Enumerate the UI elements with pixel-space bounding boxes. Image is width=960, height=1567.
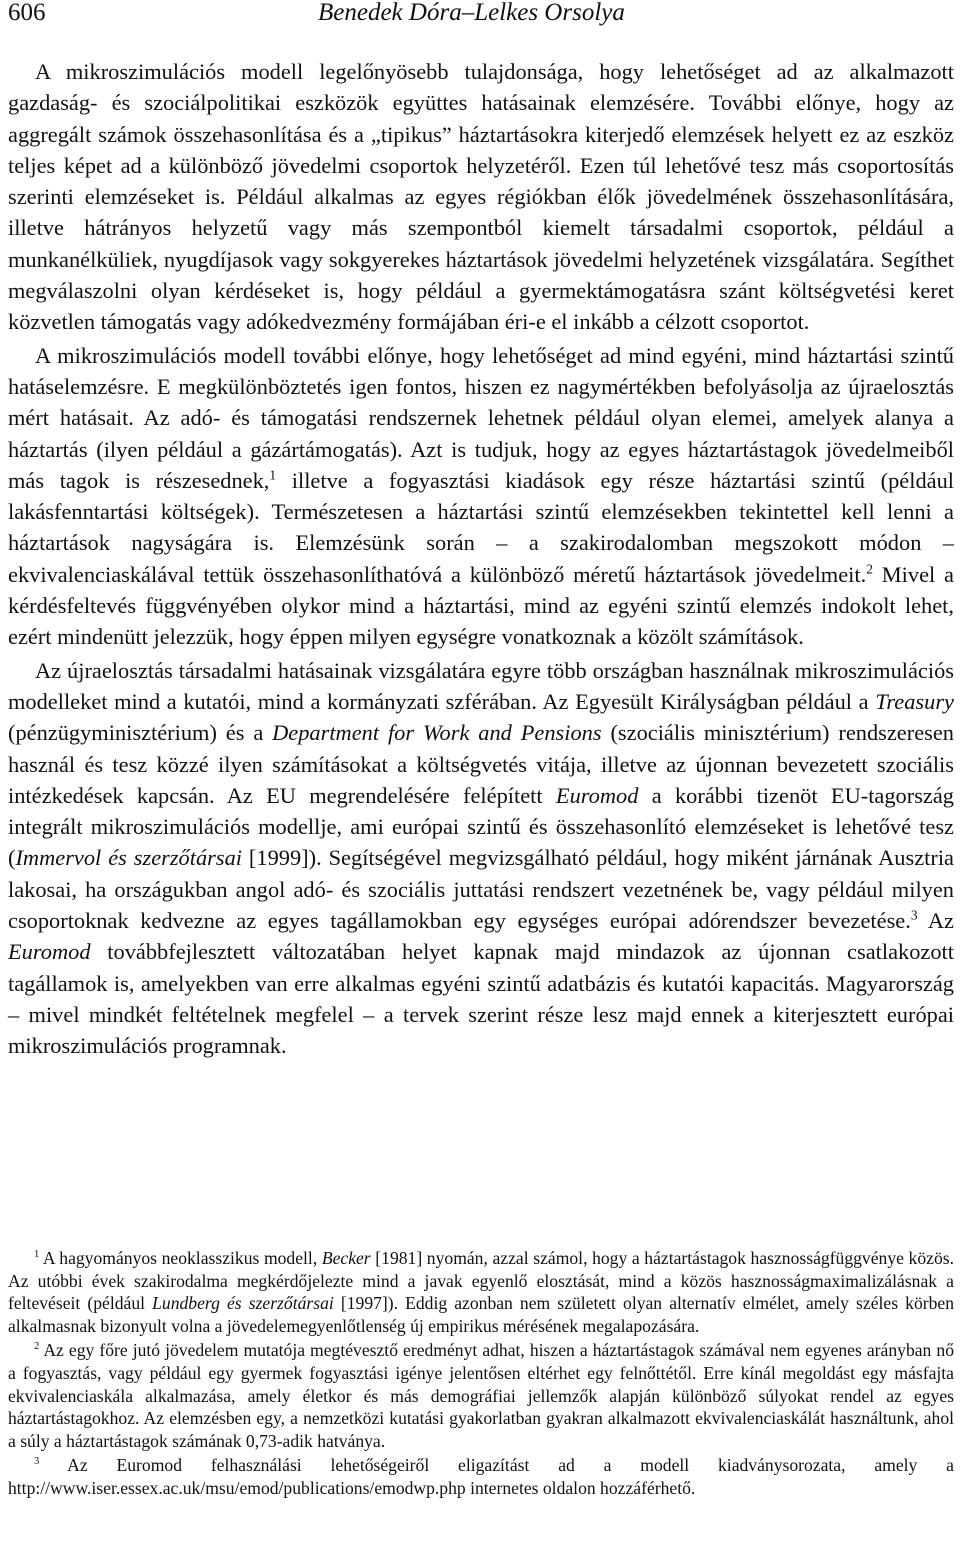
footnote-3: $^3$ Az Euromod felhasználási lehetőségeiről eligazítást ad a modell kiadványsorozata, amely a http://www.iser.essex.ac.uk/msu/emod/publications/emodwp.php internetes oldalon hozzáférhető. <box>8 1455 954 1498</box>
footnotes <box>8 1247 954 1500</box>
page-header <box>8 0 954 30</box>
paragraph-2: A mikroszimulációs modell további előnye, hogy lehetőséget ad mind egyéni, mind háztartási szintű hatáselemzésre. E megkülönböztetés igen fontos, hiszen ez nagymértékben befolyásolja az újraelosztás mért hatásait. Az adó- és támogatási rendszernek lehetnek például olyan elemei, amelyek alanya a háztartás (ilyen például a gázártámogatás). Azt is tudjuk, hogy az egyes háztartástagok jövedelmeiből más tagok is részesednek,$^1$ illetve a fogyasztási kiadások egy része háztartási szintű (például lakásfenntartási költségek). Természetesen a háztartási szintű elemzésekben tekintettel kell lenni a háztartások nagyságára is. Elemzésünk során – a szakirodalomban megszokott módon – ekvivalenciaskálával tettük összehasonlíthatóvá a különböző méretű háztartások jövedelmeit.$^2$ Mivel a kérdésfeltevés függvényében olykor mind a háztartási, mind az egyéni szintű elemzés indokolt lehet, ezért mindenütt jelezzük, hogy éppen milyen egységre vonatkoznak a közölt számítások. <box>8 342 954 650</box>
italic-term: Department for Work and Pensions <box>272 720 602 746</box>
paragraph-1: A mikroszimulációs modell legelőnyösebb tulajdonsága, hogy lehetőséget ad az alkalmazott gazdaság- és szociálpolitikai eszközök együttes hatásainak elemzésére. További előnye, hogy az aggregált számok összehasonlítása és a „tipikus” háztartásokra kiterjedő elemzések helyett ez az eszköz teljes képet ad a különböző jövedelmi csoportok helyzetéről. Ezen túl lehetővé tesz más csoportosítás szerinti elemzéseket is. Például alkalmas az egyes régiókban élők jövedelmének összehasonlítására, illetve hátrányos helyzetű vagy más szempontból kiemelt társadalmi csoportok, például a munkanélküliek, nyugdíjasok vagy sokgyerekes háztartások jövedelmi helyzetének vizsgálatára. Segíthet megválaszolni olyan kérdéseket is, hogy például a gyermektámogatásra szánt költségvetési keret közvetlen támogatás vagy adókedvezmény formájában éri-e el inkább a célzott csoportot. <box>8 59 954 335</box>
italic-term: Treasury <box>875 688 954 714</box>
footnote-2: $^2$ Az egy főre jutó jövedelem mutatója megtévesztő eredményt adhat, hiszen a háztartástagok számával nem egyenes arányban nő a fogyasztás, vagy például egy gyermek fogyasztási igénye jelentősen eltérhet egy felnőttétől. Erre kínál megoldást egy másfajta ekvivalenciaskála alkalmazása, amely életkor és más demográfiai jellemzők alapján különböző súlyokat rendel az egyes háztartástagokhoz. Az elemzésben egy, a nemzetközi kutatási gyakorlatban gyakran alkalmazott ekvivalenciaskálát használtunk, ahol a súly a háztartástagok számának 0,73-adik hatványa. <box>8 1340 954 1451</box>
footnote-ref-2[interactable]: 2 <box>866 561 873 577</box>
footnote-mark: 1 <box>34 1249 40 1261</box>
footnote-mark: 2 <box>34 1341 40 1353</box>
italic-term: Euromod <box>8 939 91 965</box>
footnote-1: $^1$ A hagyományos neoklasszikus modell, Becker [1981] nyomán, azzal számol, hogy a háztartástagok hasznosságfüggvénye közös. Az utóbbi évek szakirodalma megkérdőjelezte mind a javak egyenlő elosztását, mind a közös hasznosságmaximalizálásnak a feltevéseit (például Lundberg és szerzőtársai [1997]). Eddig azonban nem született olyan alternatív elmélet, amely széles körben alkalmasnak bizonyult volna a jövedelemegyenlőtlenség új empirikus mérésének megalapozására. <box>8 1248 955 1336</box>
paragraph-3: Az újraelosztás társadalmi hatásainak vizsgálatára egyre több országban használnak mikroszimulációs modelleket mind a kutatói, mind a kormányzati szférában. Az Egyesült Királyságban például a Treasury (pénzügyminisztérium) és a Department for Work and Pensions (szociális minisztérium) rendszeresen használ és tesz közzé ilyen számításokat a költségvetés vitája, illetve az újonnan bevezetett szociális intézkedések kapcsán. Az EU megrendelésére felépített Euromod a korábbi tizenöt EU-tagország integrált mikroszimulációs modellje, ami európai szintű és összehasonlító elemzéseket is lehetővé tesz (Immervol és szerzőtársai [1999]). Segítségével megvizsgálható például, hogy miként járnának Ausztria lakosai, ha országukban angol adó- és szociális juttatási rendszert vezetnének be, vagy például milyen csoportoknak kedvezne az egyes tagállamokban egy egységes európai adórendszer bevezetése.$^3$ Az Euromod továbbfejlesztett változatában helyet kapnak majd mindazok az újonnan csatlakozott tagállamok is, amelyekben van erre alkalmas egyéni szintű adatbázis és kutatói kapacitás. Magyarország – mivel mindkét feltételnek megfelel – a tervek szerint része lesz majd ennek a kiterjesztett európai mikroszimulációs programnak. <box>8 657 954 1059</box>
citation-author: Immervol és szerzőtársai <box>15 845 243 871</box>
citation-author: Becker <box>321 1248 371 1268</box>
running-head: Benedek Dóra–Lelkes Orsolya <box>318 0 625 26</box>
footnote-ref-3[interactable]: 3 <box>910 907 918 923</box>
body-text <box>8 56 954 1062</box>
page-number: 606 <box>8 0 46 26</box>
italic-term: Euromod <box>555 782 639 808</box>
citation-author: Lundberg és szerzőtársai <box>152 1293 334 1314</box>
footnote-mark: 3 <box>34 1456 40 1468</box>
footnote-ref-1[interactable]: 1 <box>269 467 277 483</box>
